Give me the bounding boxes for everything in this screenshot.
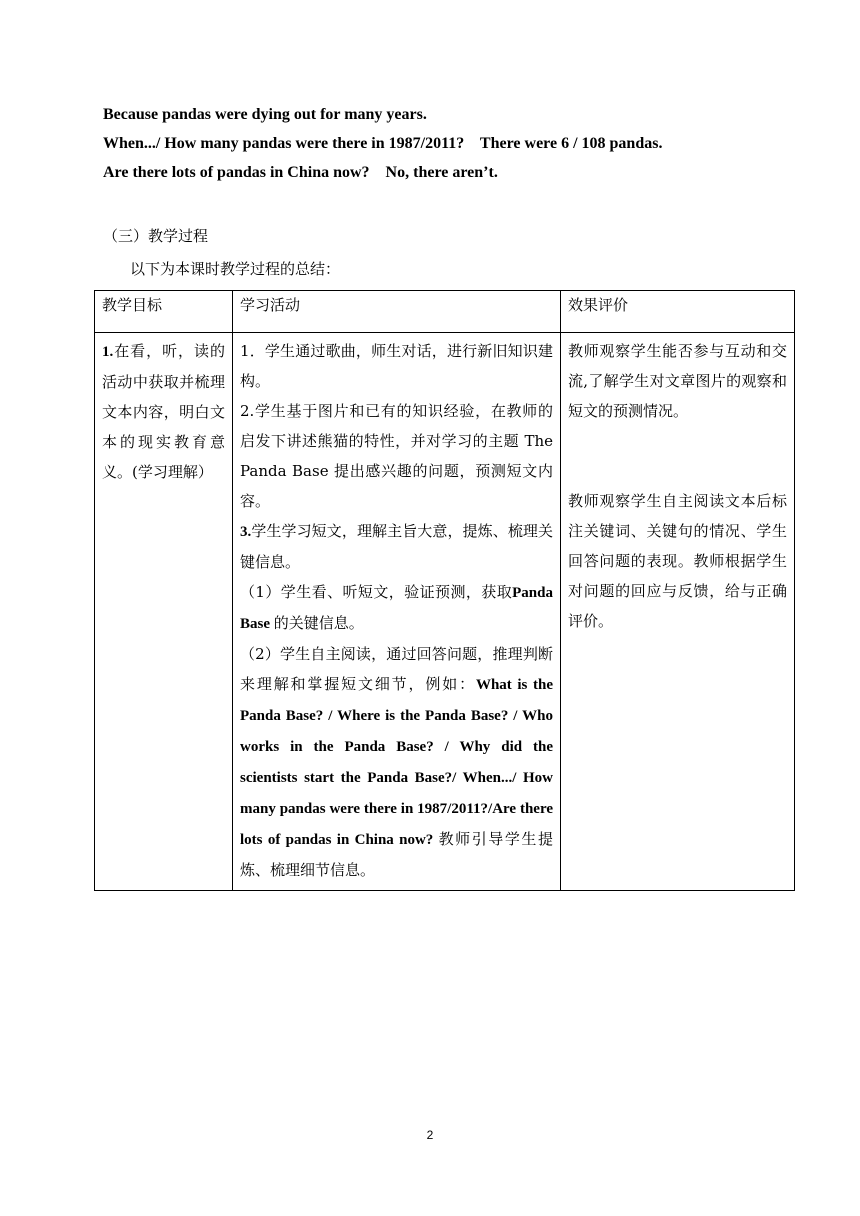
evaluation-2: 教师观察学生自主阅读文本后标注关键词、关键句的情况、学生回答问题的表现。教师根据学生对问题的回应与反馈，给与正确评价。 bbox=[568, 492, 787, 630]
header-evaluation: 效果评价 bbox=[561, 291, 795, 333]
activity-2: 2.学生基于图片和已有的知识经验，在教师的启发下讲述熊猫的特性，并对学习的主题 The Panda Base 提出感兴趣的问题，预测短文内容。 bbox=[240, 402, 553, 510]
page-number: 2 bbox=[426, 1128, 434, 1142]
activity-cell bbox=[233, 333, 561, 891]
activity-3-number: 3. bbox=[240, 524, 252, 540]
activity-3-2-prefix: （2）学生自主阅读，通过回答问题，推理判断来理解和掌握短文细节，例如： bbox=[240, 645, 553, 693]
header-activity: 学习活动 bbox=[233, 291, 561, 333]
activity-3-2 bbox=[240, 639, 553, 885]
table-intro: 以下为本课时教学过程的总结： bbox=[130, 260, 341, 278]
activity-3-1 bbox=[240, 577, 553, 639]
intro-line-1: Because pandas were dying out for many years. bbox=[103, 106, 427, 123]
section-heading: （三）教学过程 bbox=[103, 227, 209, 245]
goal-cell bbox=[95, 333, 233, 891]
activity-3-2-suffix: 教师引导学生提炼、梳理细节信息。 bbox=[240, 830, 553, 879]
intro-line-2: When.../ How many pandas were there in 1987/2011? There were 6 / 108 pandas. bbox=[103, 135, 663, 152]
activity-3-1-prefix: （1）学生看、听短文，验证预测，获取 bbox=[240, 583, 513, 601]
table-row bbox=[95, 333, 795, 891]
intro-line-3: Are there lots of pandas in China now? No, there aren’t. bbox=[103, 164, 498, 181]
goal-number: 1. bbox=[102, 344, 114, 360]
table-header-row bbox=[95, 291, 795, 333]
activity-3-1-suffix: 的关键信息。 bbox=[273, 614, 364, 632]
activity-1: 1．学生通过歌曲，师生对话，进行新旧知识建构。 bbox=[240, 342, 553, 390]
activity-3-1-term: Panda Base bbox=[240, 585, 553, 632]
goal-text: 在看，听，读的活动中获取并梳理文本内容，明白文本的现实教育意义。(学习理解） bbox=[102, 342, 225, 481]
activity-3 bbox=[240, 516, 553, 577]
evaluation-1: 教师观察学生能否参与互动和交流,了解学生对文章图片的观察和短文的预测情况。 bbox=[568, 342, 787, 420]
evaluation-spacer bbox=[568, 426, 787, 486]
activity-3-text: 学生学习短文，理解主旨大意，提炼、梳理关键信息。 bbox=[240, 522, 553, 571]
activity-3-2-questions: What is the Panda Base? / Where is the Panda Base? / Who works in the Panda Base? / Why did the scientists start the Panda Base?/ When.../ How many pandas were there in 1987/2011?/Are there lots of pandas in China now? bbox=[240, 677, 553, 848]
evaluation-cell bbox=[561, 333, 795, 891]
lesson-table bbox=[94, 290, 795, 891]
header-goal: 教学目标 bbox=[95, 291, 233, 333]
